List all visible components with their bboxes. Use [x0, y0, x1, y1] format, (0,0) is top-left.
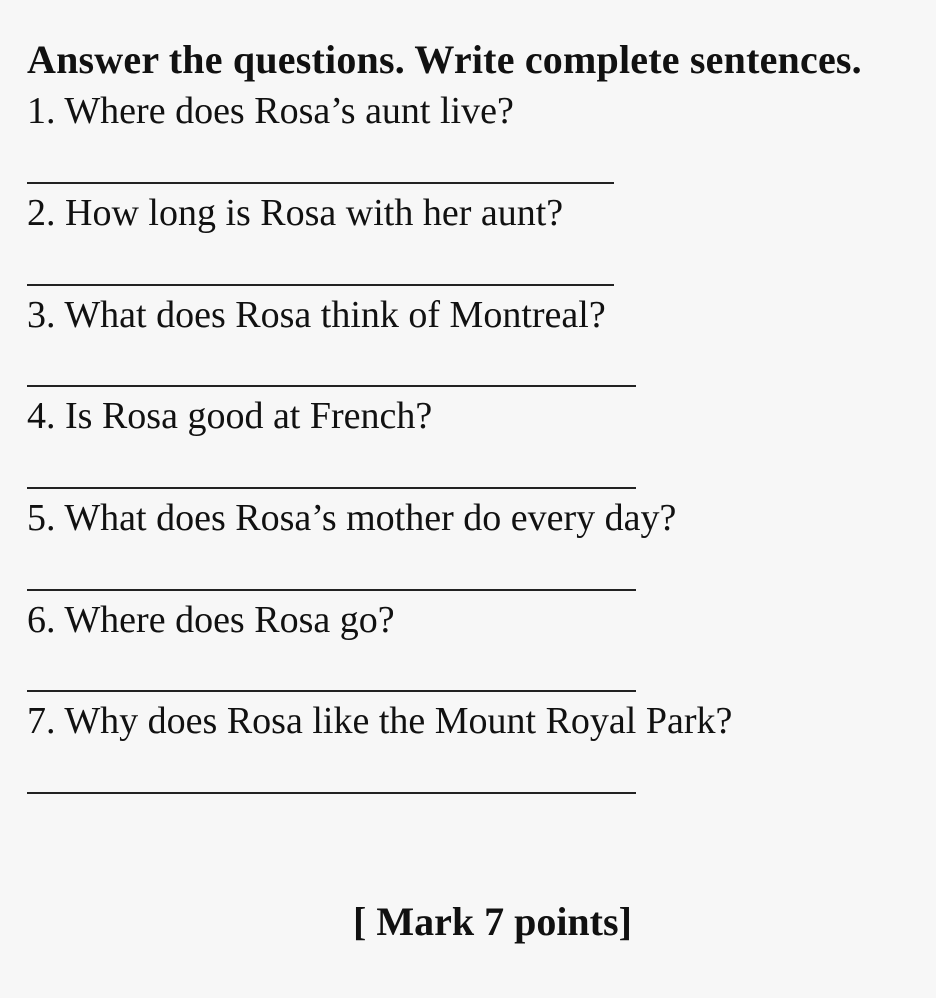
answer-line-2[interactable] — [27, 284, 614, 286]
answer-line-7[interactable] — [27, 792, 636, 794]
question-3: 3. What does Rosa think of Montreal? — [27, 294, 606, 336]
question-6: 6. Where does Rosa go? — [27, 599, 395, 641]
question-5: 5. What does Rosa’s mother do every day? — [27, 497, 677, 539]
answer-line-4[interactable] — [27, 487, 636, 489]
question-4: 4. Is Rosa good at French? — [27, 395, 433, 437]
answer-line-5[interactable] — [27, 589, 636, 591]
answer-line-1[interactable] — [27, 182, 614, 184]
question-7: 7. Why does Rosa like the Mount Royal Park? — [27, 700, 733, 742]
answer-line-6[interactable] — [27, 690, 636, 692]
question-2: 2. How long is Rosa with her aunt? — [27, 192, 564, 234]
mark-points: [ Mark 7 points] — [353, 899, 632, 944]
answer-line-3[interactable] — [27, 385, 636, 387]
question-1: 1. Where does Rosa’s aunt live? — [27, 90, 514, 132]
instructions-heading: Answer the questions. Write complete sentences. — [27, 37, 862, 82]
